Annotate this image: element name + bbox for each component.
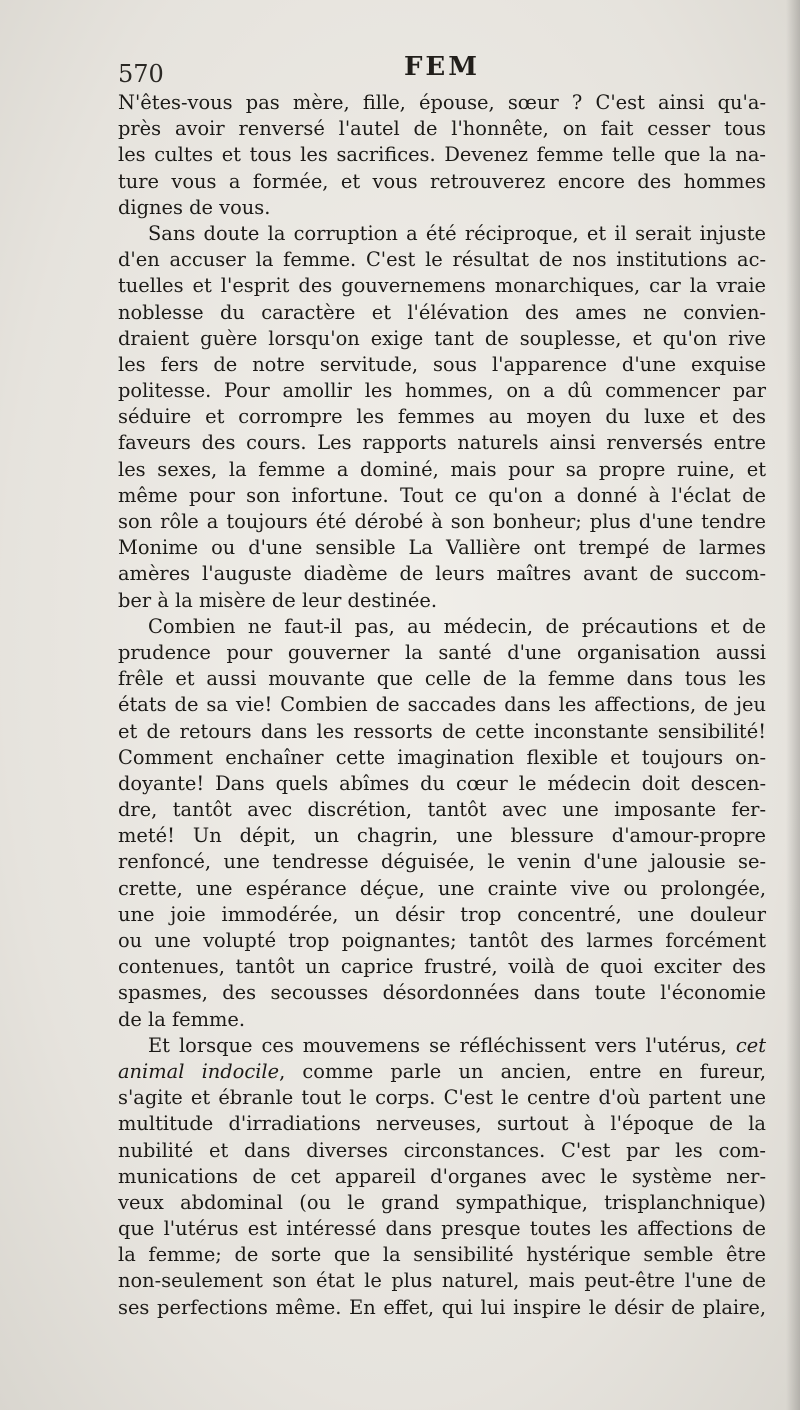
line-text: tuelles et l'esprit des gouvernemens monarchiques, car la vraie <box>118 274 766 298</box>
text-line <box>118 430 766 456</box>
text-line <box>118 771 766 797</box>
line-text: et de retours dans les ressorts de cette inconstante sensibilité! <box>118 719 766 743</box>
text-line <box>118 849 766 875</box>
line-text: Combien ne faut-il pas, au médecin, de précautions et de <box>148 614 766 638</box>
line-text: une joie immodérée, un désir trop concentré, une douleur <box>118 902 766 926</box>
line-text: veux abdominal (ou le grand sympathique, trisplanchnique) <box>118 1190 766 1214</box>
text-line <box>118 247 766 273</box>
text-line <box>118 404 766 430</box>
text-line <box>118 535 766 561</box>
line-text: près avoir renversé l'autel de l'honnête, on fait cesser tous <box>118 117 766 141</box>
text-line <box>118 902 766 928</box>
line-text: munications de cet appareil d'organes avec le système ner- <box>118 1164 766 1188</box>
text-line <box>118 823 766 849</box>
line-text: frêle et aussi mouvante que celle de la femme dans tous les <box>118 667 766 691</box>
line-text: Et lorsque ces mouvemens se réfléchissent vers l'utérus, <box>148 1033 727 1057</box>
line-text: la femme; de sorte que la sensibilité hystérique semble être <box>118 1243 766 1267</box>
text-line <box>118 90 766 116</box>
text-line <box>118 300 766 326</box>
text-line <box>118 1242 766 1268</box>
line-text: son rôle a toujours été dérobé à son bonheur; plus d'une tendre <box>118 510 766 533</box>
line-text: nubilité et dans diverses circonstances. C'est par les com- <box>118 1138 766 1162</box>
text-line <box>118 195 766 221</box>
line-text: spasmes, des secousses désordonnées dans toute l'économie <box>118 981 766 1005</box>
page-header <box>118 52 766 86</box>
line-text: d'en accuser la femme. C'est le résultat de nos institutions ac- <box>118 248 766 272</box>
line-text: faveurs des cours. Les rapports naturels ainsi renversés entre <box>118 431 766 455</box>
line-text: Comment enchaîner cette imagination flexible et toujours on- <box>118 745 766 769</box>
line-text: même pour son infortune. Tout ce qu'on a donné à l'éclat de <box>118 483 766 507</box>
line-text: que l'utérus est intéressé dans presque toutes les affections de <box>118 1217 766 1241</box>
text-line <box>118 745 766 771</box>
text-line <box>118 980 766 1006</box>
line-text: crette, une espérance déçue, une crainte vive ou prolongée, <box>118 876 766 900</box>
text-line <box>118 954 766 980</box>
line-text: les cultes et tous les sacrifices. Devenez femme telle que la na- <box>118 143 766 167</box>
text-line <box>118 116 766 142</box>
line-text: meté! Un dépit, un chagrin, une blessure d'amour-propre <box>118 824 766 848</box>
text-line <box>118 1295 766 1321</box>
line-text: ou une volupté trop poignantes; tantôt des larmes forcément <box>118 929 766 952</box>
text-line <box>118 457 766 483</box>
text-line <box>118 1007 766 1033</box>
text-line <box>118 352 766 378</box>
text-line <box>118 666 766 692</box>
line-text: états de sa vie! Combien de saccades dans les affections, de jeu <box>118 693 766 717</box>
line-text: dignes de vous. <box>118 195 271 219</box>
text-line <box>118 692 766 718</box>
line-text: , comme parle un ancien, entre en fureur, <box>279 1059 766 1083</box>
text-line <box>118 1059 766 1085</box>
text-line <box>118 719 766 745</box>
text-line <box>118 142 766 168</box>
text-line <box>118 1138 766 1164</box>
line-text: N'êtes-vous pas mère, fille, épouse, sœur ? C'est ainsi qu'a- <box>118 91 766 114</box>
line-text: Sans doute la corruption a été réciproque, et il serait injuste <box>148 221 766 245</box>
text-line <box>118 614 766 640</box>
text-line <box>118 797 766 823</box>
text-line <box>118 928 766 954</box>
page-number: 570 <box>118 60 164 88</box>
line-text: ses perfections même. En effet, qui lui inspire le désir de plaire, <box>118 1295 766 1319</box>
text-line <box>118 1216 766 1242</box>
text-line <box>118 1190 766 1216</box>
line-text: ber à la misère de leur destinée. <box>118 588 437 612</box>
text-line <box>118 588 766 614</box>
text-line <box>118 1164 766 1190</box>
line-text: doyante! Dans quels abîmes du cœur le médecin doit descen- <box>118 771 766 795</box>
line-text: amères l'auguste diadème de leurs maîtres avant de succom- <box>118 562 766 586</box>
text-line <box>118 1268 766 1294</box>
text-line <box>118 876 766 902</box>
text-line <box>118 1033 766 1059</box>
text-line <box>118 326 766 352</box>
line-text: les fers de notre servitude, sous l'apparence d'une exquise <box>118 352 766 376</box>
line-text: multitude d'irradiations nerveuses, surtout à l'époque de la <box>118 1112 766 1136</box>
line-text: dre, tantôt avec discrétion, tantôt avec une imposante fer- <box>118 798 766 822</box>
line-text: politesse. Pour amollir les hommes, on a dû commencer par <box>118 379 766 403</box>
text-line <box>118 378 766 404</box>
line-text: s'agite et ébranle tout le corps. C'est le centre d'où partent une <box>118 1086 766 1110</box>
line-text: prudence pour gouverner la santé d'une organisation aussi <box>118 640 766 664</box>
italic-phrase: cet <box>735 1033 767 1057</box>
italic-phrase: animal indocile <box>118 1059 280 1083</box>
line-text: renfoncé, une tendresse déguisée, le venin d'une jalousie se- <box>118 850 766 874</box>
text-line <box>118 509 766 535</box>
line-text: séduire et corrompre les femmes au moyen du luxe et des <box>118 405 766 429</box>
text-line <box>118 221 766 247</box>
text-line <box>118 273 766 299</box>
text-line <box>118 1111 766 1137</box>
line-text: noblesse du caractère et l'élévation des ames ne convien- <box>118 300 766 324</box>
line-text: non-seulement son état le plus naturel, mais peut-être l'une de <box>118 1269 766 1293</box>
text-line <box>118 169 766 195</box>
line-text: contenues, tantôt un caprice frustré, voilà de quoi exciter des <box>118 955 766 979</box>
text-line <box>118 561 766 587</box>
line-text: les sexes, la femme a dominé, mais pour sa propre ruine, et <box>118 457 766 481</box>
line-text: ture vous a formée, et vous retrouverez encore des hommes <box>118 169 766 193</box>
running-head: FEM <box>403 52 481 82</box>
text-line <box>118 483 766 509</box>
line-text: Monime ou d'une sensible La Vallière ont trempé de larmes <box>118 536 766 560</box>
text-line <box>118 1085 766 1111</box>
line-text: de la femme. <box>118 1007 246 1031</box>
body-text <box>118 90 766 1321</box>
line-text: draient guère lorsqu'on exige tant de souplesse, et qu'on rive <box>118 326 766 350</box>
text-line <box>118 640 766 666</box>
